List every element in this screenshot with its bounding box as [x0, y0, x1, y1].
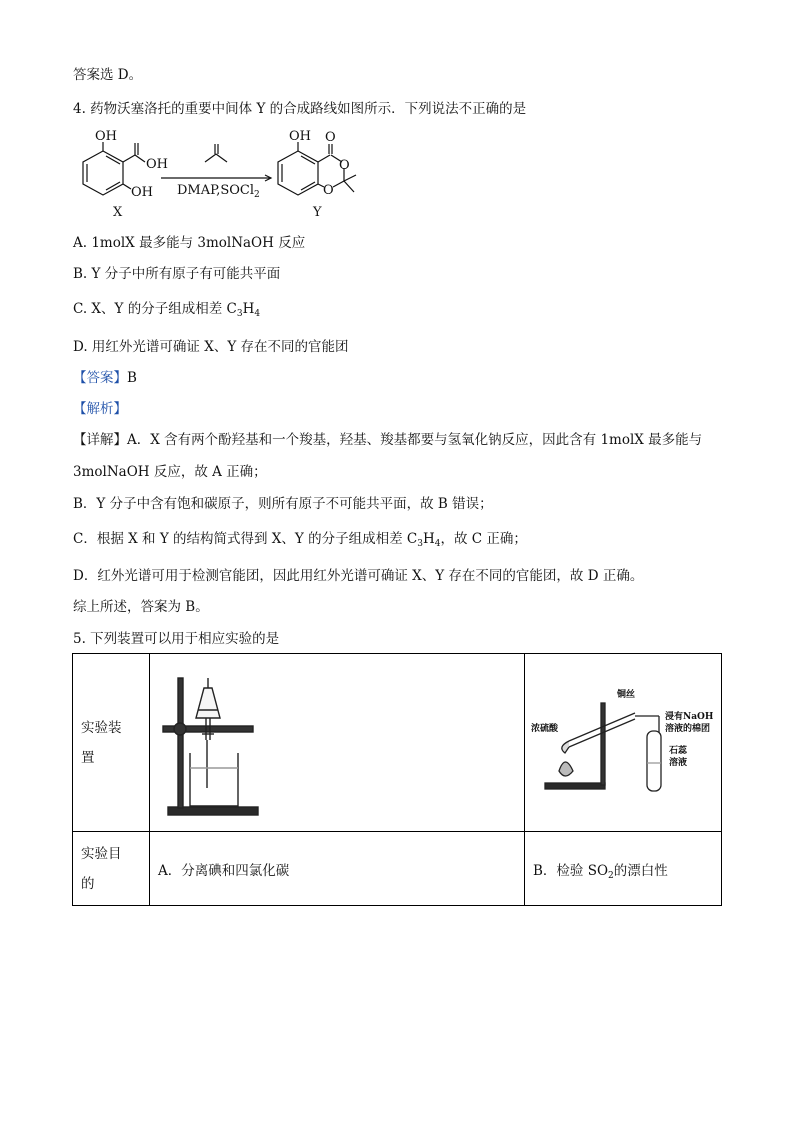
- label-copper-wire: 铜丝: [617, 689, 636, 700]
- answer-line: [73, 369, 137, 387]
- detail-c: C．根据 X 和 Y 的结构简式得到 X、Y 的分子组成相差 $C_3H_4$，故 C 正确；: [73, 531, 527, 549]
- label-naoh-1: 浸有NaOH: [665, 711, 714, 722]
- detail-d: D．红外光谱可用于检测官能团，因此用红外光谱可确证 X、Y 存在不同的官能团，故 D 正确。: [73, 568, 644, 584]
- copper-sulfuric-acid-apparatus: [529, 683, 719, 803]
- x-label: X: [113, 205, 123, 220]
- answer-tag: 【答案】: [73, 370, 127, 386]
- detail-b: B．Y 分子中含有饱和碳原子，则所有原子不可能共平面，故 B 错误；: [73, 496, 493, 512]
- x-oh-top: OH: [95, 129, 117, 144]
- reaction-scheme: [73, 126, 373, 226]
- separatory-funnel-apparatus: [158, 668, 268, 818]
- label-litmus-1: 石蕊: [669, 745, 688, 756]
- y-oh: OH: [289, 129, 311, 144]
- detail-tag: 【详解】: [73, 432, 127, 448]
- x-cooh-oh: OH: [146, 157, 168, 172]
- y-ring-o-upper: O: [339, 158, 350, 173]
- question-4-stem: 4. 药物沃塞洛托的重要中间体 Y 的合成路线如图所示．下列说法不正确的是: [73, 101, 527, 117]
- y-carbonyl-o: O: [325, 130, 336, 145]
- row-head-apparatus: 实验装置: [73, 654, 150, 832]
- purpose-b: B．检验 $SO_2$的漂白性: [525, 832, 722, 906]
- detail-a-line-2: 3molNaOH 反应，故 A 正确；: [73, 464, 267, 480]
- summary-line: 综上所述，答案为 B。: [73, 599, 209, 615]
- option-c: C. X、Y 的分子组成相差 $C_3H_4$: [73, 301, 261, 319]
- detail-a-line-1: 【详解】A．X 含有两个酚羟基和一个羧基，羟基、羧基都要与氢氧化钠反应，因此含有 1molX 最多能与: [73, 432, 703, 448]
- option-b: B. Y 分子中所有原子有可能共平面: [73, 266, 281, 282]
- previous-answer-line: 答案选 D。: [73, 67, 143, 83]
- question-5-stem: 5. 下列装置可以用于相应实验的是: [73, 631, 280, 647]
- answer-value: B: [127, 370, 137, 386]
- purpose-a: A．分离碘和四氯化碳: [150, 832, 525, 906]
- option-d: D. 用红外光谱可确证 X、Y 存在不同的官能团: [73, 339, 349, 355]
- label-litmus-2: 溶液: [669, 757, 688, 768]
- reagent-label: DMAP,SOCl$_2$: [177, 183, 260, 200]
- apparatus-b-cell: [525, 654, 722, 832]
- apparatus-a-cell: [150, 654, 525, 832]
- y-label: Y: [313, 205, 322, 220]
- analysis-tag: 【解析】: [73, 401, 127, 417]
- label-conc-sulfuric-acid: 浓硫酸: [531, 723, 559, 734]
- label-naoh-2: 溶液的棉团: [665, 723, 711, 734]
- x-oh-bottom: OH: [131, 185, 153, 200]
- y-ring-o-lower: O: [323, 183, 334, 198]
- experiment-table: [72, 653, 722, 906]
- row-head-purpose: 实验目的: [73, 832, 150, 906]
- option-a: A. 1molX 最多能与 3molNaOH 反应: [73, 235, 306, 251]
